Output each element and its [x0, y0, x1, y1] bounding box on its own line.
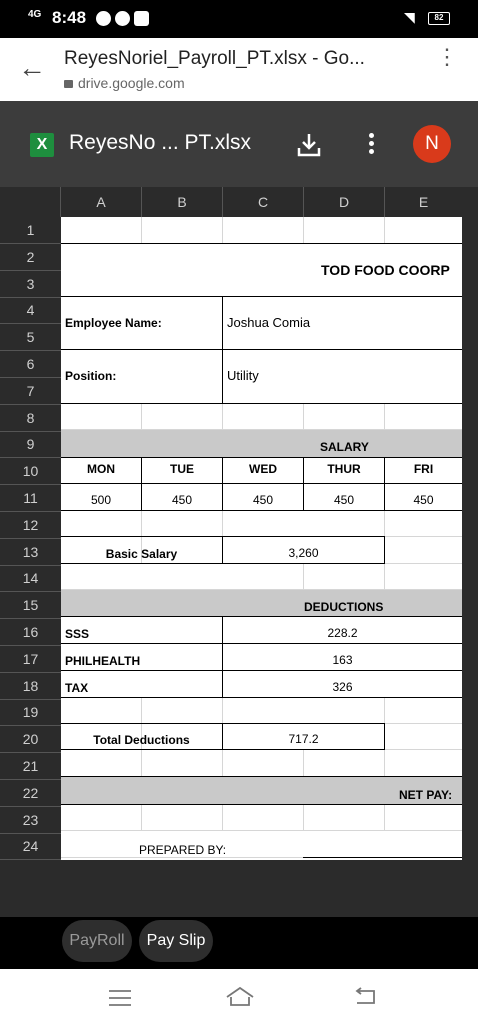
column-header-e[interactable]: E — [385, 187, 462, 217]
row-header-18[interactable]: 18 — [0, 673, 61, 700]
page-title: ReyesNoriel_Payroll_PT.xlsx - Go... — [64, 48, 365, 69]
more-options-icon[interactable] — [364, 131, 378, 157]
total-deductions-label: Total Deductions — [93, 733, 190, 747]
deductions-band — [61, 589, 462, 616]
day-mon: MON — [87, 462, 115, 476]
position-value: Utility — [227, 368, 259, 383]
corner-header — [0, 187, 61, 217]
salary-header: SALARY — [320, 440, 369, 454]
checkmark-notification-icon — [115, 11, 130, 26]
row-header-12[interactable]: 12 — [0, 512, 61, 539]
deduction-tax-value: 326 — [332, 680, 353, 694]
download-notification-icon — [134, 11, 149, 26]
domain-text: drive.google.com — [78, 75, 185, 91]
row-header-15[interactable]: 15 — [0, 592, 61, 619]
row-header-10[interactable]: 10 — [0, 458, 61, 485]
viewer-toolbar — [0, 101, 478, 187]
deductions-header: DEDUCTIONS — [304, 600, 384, 614]
deduction-tax-label: TAX — [65, 681, 89, 695]
account-avatar[interactable]: N — [413, 125, 451, 163]
spreadsheet — [0, 187, 462, 860]
row-header-1[interactable]: 1 — [0, 217, 61, 244]
back-nav-icon[interactable] — [353, 987, 377, 1007]
basic-salary-label: Basic Salary — [105, 547, 178, 561]
row-header-8[interactable]: 8 — [0, 405, 61, 432]
deduction-philhealth-value: 163 — [332, 653, 353, 667]
wifi-icon: ◥ — [404, 9, 415, 25]
row-header-17[interactable]: 17 — [0, 646, 61, 673]
net-pay-label: NET PAY: — [399, 788, 453, 802]
sheet-tab-bar — [0, 917, 478, 969]
employee-name-value: Joshua Comia — [227, 315, 311, 330]
row-header-3[interactable]: 3 — [0, 271, 61, 298]
column-header-d[interactable]: D — [304, 187, 385, 217]
salary-band — [61, 430, 462, 457]
rate-mon: 500 — [90, 493, 112, 507]
network-indicator: 4G — [28, 9, 42, 20]
row-header-13[interactable]: 13 — [0, 539, 61, 566]
row-header-5[interactable]: 5 — [0, 324, 61, 351]
lock-icon — [64, 80, 73, 88]
column-header-b[interactable]: B — [142, 187, 223, 217]
sheet-grid — [61, 217, 462, 860]
row-header-14[interactable]: 14 — [0, 565, 61, 592]
row-header-2[interactable]: 2 — [0, 244, 61, 271]
status-bar — [0, 0, 478, 38]
tab-pay-slip[interactable]: Pay Slip — [139, 920, 213, 962]
total-deductions-value: 717.2 — [288, 732, 319, 746]
row-header-24[interactable]: 24 — [0, 833, 61, 860]
browser-menu-icon[interactable]: ⋮ — [436, 44, 458, 69]
excel-file-icon: X — [30, 133, 54, 157]
prepared-by-label: PREPARED BY: — [139, 843, 227, 857]
row-header-16[interactable]: 16 — [0, 619, 61, 646]
row-header-20[interactable]: 20 — [0, 726, 61, 753]
page-domain — [64, 75, 185, 91]
row-header-21[interactable]: 21 — [0, 753, 61, 780]
tab-payroll[interactable]: PayRoll — [62, 920, 132, 962]
clock: 8:48 — [52, 8, 87, 27]
row-header-9[interactable]: 9 — [0, 431, 61, 458]
row-header-22[interactable]: 22 — [0, 780, 61, 807]
download-icon[interactable] — [296, 131, 322, 159]
back-arrow-icon[interactable]: ← — [18, 52, 46, 83]
day-fri: FRI — [413, 462, 434, 476]
day-thur: THUR — [327, 462, 361, 476]
position-label: Position: — [65, 369, 117, 383]
rate-wed: 450 — [252, 493, 274, 507]
company-name: TOD FOOD COORP — [321, 262, 450, 278]
deduction-philhealth-label: PHILHEALTH — [65, 654, 141, 668]
employee-name-label: Employee Name: — [65, 316, 162, 330]
day-tue: TUE — [170, 462, 194, 476]
recent-apps-icon[interactable] — [108, 989, 132, 1007]
deduction-sss-label: SSS — [65, 627, 90, 641]
row-header-6[interactable]: 6 — [0, 351, 61, 378]
deduction-sss-value: 228.2 — [327, 626, 358, 640]
home-icon[interactable] — [224, 985, 256, 1009]
row-header-4[interactable]: 4 — [0, 297, 61, 324]
rate-tue: 450 — [171, 493, 193, 507]
system-nav-bar — [0, 969, 478, 1025]
row-header-7[interactable]: 7 — [0, 378, 61, 405]
column-header-a[interactable]: A — [61, 187, 142, 217]
file-name: ReyesNo ... PT.xlsx — [69, 131, 252, 154]
chat-notification-icon — [96, 11, 111, 26]
browser-url-bar — [0, 38, 478, 101]
row-header-23[interactable]: 23 — [0, 807, 61, 834]
row-header-11[interactable]: 11 — [0, 485, 61, 512]
basic-salary-value: 3,260 — [288, 546, 319, 560]
rate-fri: 450 — [413, 493, 434, 507]
column-header-c[interactable]: C — [223, 187, 304, 217]
rate-thur: 450 — [333, 493, 355, 507]
day-wed: WED — [249, 462, 277, 476]
battery-icon: 82 — [428, 12, 450, 25]
row-header-19[interactable]: 19 — [0, 699, 61, 726]
